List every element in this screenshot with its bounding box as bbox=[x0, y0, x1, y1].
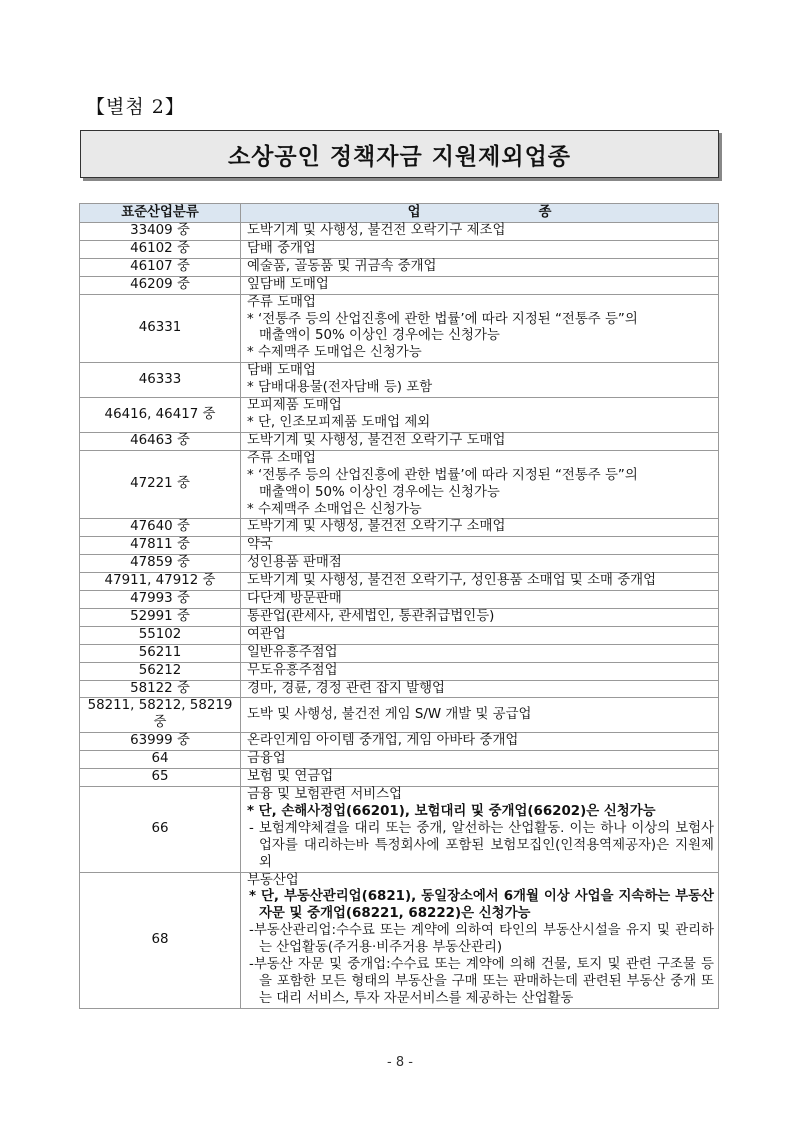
table-row bbox=[80, 662, 719, 680]
desc-line: 금융 및 보험관련 서비스업 bbox=[247, 787, 403, 802]
desc-line: 도박기계 및 사행성, 불건전 오락기구 제조업 bbox=[247, 223, 506, 238]
desc-line: 매출액이 50% 이상인 경우에는 신청가능 bbox=[259, 328, 500, 344]
table-row bbox=[80, 555, 719, 573]
table-row bbox=[80, 751, 719, 769]
table-row bbox=[80, 363, 719, 398]
desc-line: 도박기계 및 사행성, 불건전 오락기구, 성인용품 소매업 및 소매 중개업 bbox=[247, 573, 657, 589]
industry-desc-cell bbox=[241, 698, 719, 733]
desc-line: 도박 및 사행성, 불건전 게임 S/W 개발 및 공급업 bbox=[247, 706, 532, 722]
industry-code-cell: 63999 중 bbox=[80, 733, 241, 751]
industry-code-cell: 68 bbox=[80, 872, 241, 1008]
industry-code-cell: 47811 중 bbox=[80, 537, 241, 555]
industry-desc-cell bbox=[241, 450, 719, 519]
table-row bbox=[80, 432, 719, 450]
desc-line: 예술품, 골동품 및 귀금속 중개업 bbox=[247, 258, 437, 274]
industry-desc-cell bbox=[241, 769, 719, 787]
desc-line: * 수제맥주 도매업은 신청가능 bbox=[247, 345, 422, 361]
industry-code-cell: 47911, 47912 중 bbox=[80, 573, 241, 591]
desc-line: 다단계 방문판매 bbox=[247, 591, 342, 607]
industry-code-cell: 46209 중 bbox=[80, 276, 241, 294]
header-industry-code: 표준산업분류 bbox=[80, 204, 241, 223]
industry-desc-cell bbox=[241, 662, 719, 680]
desc-line: 매출액이 50% 이상인 경우에는 신청가능 bbox=[259, 484, 500, 500]
industry-code-cell: 47221 중 bbox=[80, 450, 241, 519]
desc-line: 무도유흥주점업 bbox=[247, 662, 338, 678]
industry-desc-cell bbox=[241, 555, 719, 573]
industry-code-cell: 46331 bbox=[80, 294, 241, 363]
industry-desc-cell bbox=[241, 608, 719, 626]
industry-code-cell: 58122 중 bbox=[80, 680, 241, 698]
desc-line: * 담배대용물(전자담배 등) 포함 bbox=[247, 380, 433, 396]
desc-line: * ‘전통주 등의 산업진흥에 관한 법률’에 따라 지정된 “전통주 등”의 bbox=[247, 467, 638, 483]
header-desc-b: 종 bbox=[538, 204, 552, 220]
desc-line: 금융업 bbox=[247, 751, 286, 767]
industry-desc-cell bbox=[241, 872, 719, 1008]
desc-line: 일반유흥주점업 bbox=[247, 644, 338, 660]
desc-line: 성인용품 판매점 bbox=[247, 555, 342, 571]
industry-code-cell: 46107 중 bbox=[80, 258, 241, 276]
desc-line: 주류 소매업 bbox=[247, 450, 316, 466]
table-row bbox=[80, 698, 719, 733]
industry-code-cell: 55102 bbox=[80, 626, 241, 644]
table-row bbox=[80, 680, 719, 698]
industry-desc-cell bbox=[241, 258, 719, 276]
desc-line: * 단, 인조모피제품 도매업 제외 bbox=[247, 414, 431, 430]
table-row bbox=[80, 591, 719, 609]
table-row bbox=[80, 398, 719, 433]
table-row bbox=[80, 537, 719, 555]
desc-line: -부동산관리업:수수료 또는 계약에 의하여 타인의 부동산시설을 유지 및 관리하는 산업활동(주거용·비주거용 부동산관리) bbox=[249, 923, 714, 956]
table-row bbox=[80, 733, 719, 751]
desc-line: 통관업(관세사, 관세법인, 통관취급법인등) bbox=[247, 608, 495, 624]
desc-line: 도박기계 및 사행성, 불건전 오락기구 소매업 bbox=[247, 519, 506, 535]
table-body bbox=[80, 223, 719, 1009]
industry-desc-cell bbox=[241, 519, 719, 537]
desc-line: * 수제맥주 소매업은 신청가능 bbox=[247, 501, 422, 517]
table-row bbox=[80, 258, 719, 276]
table-header-row bbox=[80, 204, 719, 223]
table-row bbox=[80, 294, 719, 363]
industry-desc-cell bbox=[241, 787, 719, 873]
desc-line: 약국 bbox=[247, 537, 273, 553]
industry-code-cell: 46102 중 bbox=[80, 240, 241, 258]
industry-code-cell: 47640 중 bbox=[80, 519, 241, 537]
table-row bbox=[80, 787, 719, 873]
table-row bbox=[80, 450, 719, 519]
table-row bbox=[80, 573, 719, 591]
desc-line: 담배 도매업 bbox=[247, 363, 316, 379]
industry-desc-cell bbox=[241, 363, 719, 398]
industry-desc-cell bbox=[241, 398, 719, 433]
desc-line: * ‘전통주 등의 산업진흥에 관한 법률’에 따라 지정된 “전통주 등”의 bbox=[247, 311, 638, 327]
industry-desc-cell bbox=[241, 223, 719, 241]
desc-line: 잎담배 도매업 bbox=[247, 276, 329, 292]
desc-line: 주류 도매업 bbox=[247, 294, 316, 310]
desc-line: 온라인게임 아이템 중개업, 게임 아바타 중개업 bbox=[247, 733, 519, 749]
desc-line: 모피제품 도매업 bbox=[247, 398, 342, 414]
industry-code-cell: 58211, 58212, 58219 중 bbox=[80, 698, 241, 733]
industry-desc-cell bbox=[241, 733, 719, 751]
excluded-industries-table bbox=[79, 203, 719, 1009]
page-number: - 8 - bbox=[387, 1055, 413, 1070]
industry-desc-cell bbox=[241, 591, 719, 609]
industry-code-cell: 56211 bbox=[80, 644, 241, 662]
header-industry-desc bbox=[241, 204, 719, 223]
table-row bbox=[80, 240, 719, 258]
desc-line: 경마, 경륜, 경정 관련 잡지 발행업 bbox=[247, 680, 445, 696]
industry-desc-cell bbox=[241, 626, 719, 644]
desc-line: 부동산업 bbox=[247, 872, 299, 888]
table-row bbox=[80, 626, 719, 644]
industry-code-cell: 47859 중 bbox=[80, 555, 241, 573]
table-row bbox=[80, 769, 719, 787]
industry-code-cell: 66 bbox=[80, 787, 241, 873]
desc-line: 도박기계 및 사행성, 불건전 오락기구 도매업 bbox=[247, 432, 506, 448]
table-row bbox=[80, 644, 719, 662]
industry-code-cell: 65 bbox=[80, 769, 241, 787]
industry-code-cell: 64 bbox=[80, 751, 241, 769]
table-row bbox=[80, 872, 719, 1008]
desc-line: * 단, 부동산관리업(6821), 동일장소에서 6개월 이상 사업을 지속하는 부동산 자문 및 중개업(68221, 68222)은 신청가능 bbox=[249, 889, 714, 922]
industry-code-cell: 46416, 46417 중 bbox=[80, 398, 241, 433]
document-title-text: 소상공인 정책자금 지원제외업종 bbox=[227, 143, 572, 170]
industry-desc-cell bbox=[241, 276, 719, 294]
document-title bbox=[80, 130, 719, 178]
industry-code-cell: 46333 bbox=[80, 363, 241, 398]
desc-line: - 보험계약체결을 대리 또는 중개, 알선하는 산업활동. 이는 하나 이상의 보험사업자를 대리하는바 특정회사에 포함된 보험모집인(인적용역제공자)은 지원제외 bbox=[249, 820, 714, 870]
header-desc-a: 업 bbox=[407, 204, 421, 220]
table-row bbox=[80, 519, 719, 537]
table-row bbox=[80, 223, 719, 241]
industry-desc-cell bbox=[241, 432, 719, 450]
desc-line: 여관업 bbox=[247, 626, 286, 642]
desc-line: * 단, 손해사정업(66201), 보험대리 및 중개업(66202)은 신청가능 bbox=[247, 803, 656, 819]
industry-code-cell: 47993 중 bbox=[80, 591, 241, 609]
desc-line: 담배 중개업 bbox=[247, 240, 316, 256]
industry-desc-cell bbox=[241, 537, 719, 555]
industry-desc-cell bbox=[241, 573, 719, 591]
industry-code-cell: 33409 중 bbox=[80, 223, 241, 241]
attachment-label: 【별첨 2】 bbox=[86, 96, 185, 118]
industry-desc-cell bbox=[241, 680, 719, 698]
industry-desc-cell bbox=[241, 240, 719, 258]
table-row bbox=[80, 276, 719, 294]
industry-code-cell: 52991 중 bbox=[80, 608, 241, 626]
desc-line: -부동산 자문 및 중개업:수수료 또는 계약에 의해 건물, 토지 및 관련 구조물 등을 포함한 모든 형태의 부동산을 구매 또는 판매하는데 관련된 부동산 중개 또는 대리 서비스, 투자 자문서비스를 제공하는 산업활동 bbox=[249, 957, 714, 1006]
industry-desc-cell bbox=[241, 294, 719, 363]
industry-desc-cell bbox=[241, 644, 719, 662]
table-row bbox=[80, 608, 719, 626]
industry-desc-cell bbox=[241, 751, 719, 769]
industry-code-cell: 56212 bbox=[80, 662, 241, 680]
industry-code-cell: 46463 중 bbox=[80, 432, 241, 450]
desc-line: 보험 및 연금업 bbox=[247, 769, 334, 785]
